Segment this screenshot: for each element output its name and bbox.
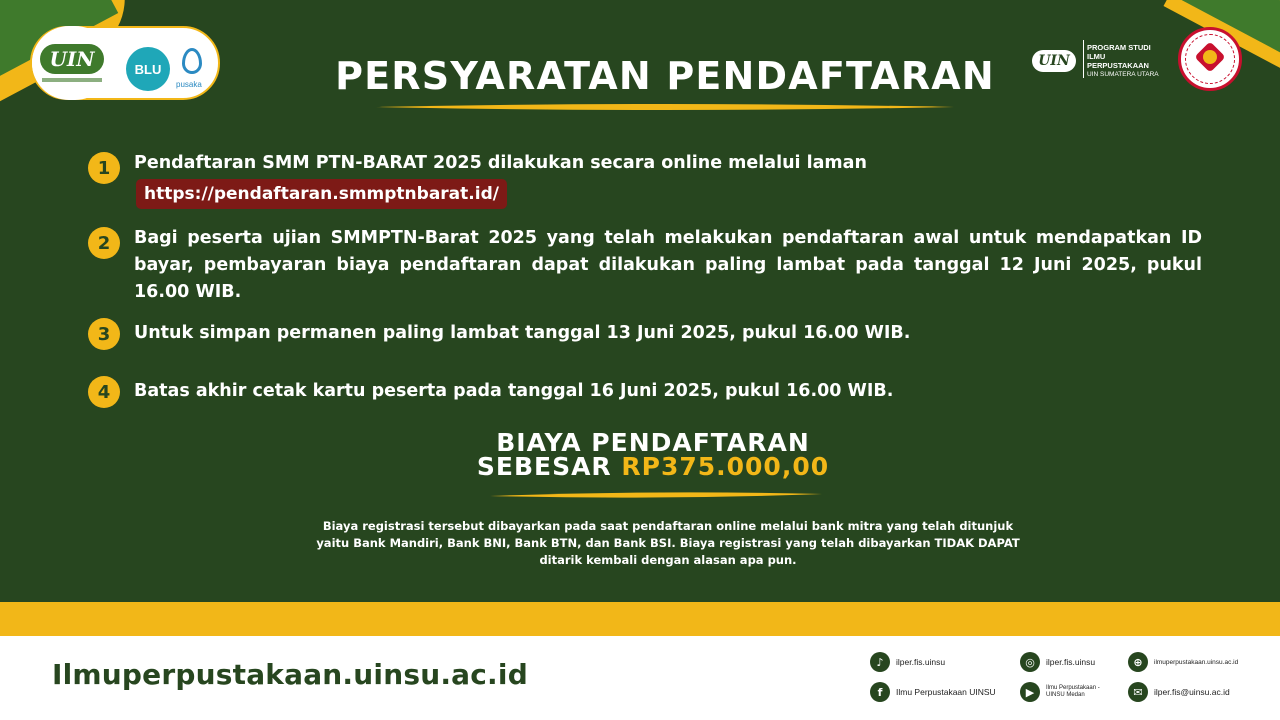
tiktok-icon: ♪ <box>870 652 890 672</box>
registration-url-link[interactable]: https://pendaftaran.smmptnbarat.id/ <box>136 179 507 209</box>
yellow-stripe <box>0 602 1280 636</box>
page-title: PERSYARATAN PENDAFTARAN <box>335 54 995 98</box>
prodi-line-4: UIN SUMATERA UTARA <box>1087 71 1159 78</box>
footer-website[interactable]: Ilmuperpustakaan.uinsu.ac.id <box>52 658 528 691</box>
social-label: ilper.fis.uinsu <box>896 657 946 667</box>
globe-icon: ⊕ <box>1128 652 1148 672</box>
social-label: Ilmu Perpustakaan - UINSU Medan <box>1046 685 1100 698</box>
social-label: ilper.fis@uinsu.ac.id <box>1154 687 1230 697</box>
social-tiktok[interactable] <box>870 652 945 672</box>
social-label: ilper.fis.uinsu <box>1046 657 1096 667</box>
title-underline <box>376 102 954 112</box>
social-website[interactable] <box>1128 652 1238 672</box>
prodi-line-3: PERPUSTAKAAN <box>1087 61 1149 70</box>
item-text: Untuk simpan permanen paling lambat tanggal 13 Juni 2025, pukul 16.00 WIB. <box>134 323 911 343</box>
social-instagram[interactable] <box>1020 652 1095 672</box>
social-facebook[interactable] <box>870 682 996 702</box>
fee-amount: RP375.000,00 <box>621 452 830 481</box>
youtube-icon: ▶ <box>1020 682 1040 702</box>
fee-heading: BIAYA PENDAFTARAN <box>496 428 810 457</box>
fee-amount-line <box>0 452 1280 481</box>
fee-prefix: SEBESAR <box>476 452 622 481</box>
social-youtube[interactable] <box>1020 682 1116 702</box>
blu-logo: BLU <box>126 47 170 91</box>
mail-icon: ✉ <box>1128 682 1148 702</box>
social-label: Ilmu Perpustakaan UINSU <box>896 687 996 697</box>
pusaka-logo-label: pusaka <box>176 80 202 89</box>
item-number: 4 <box>88 376 120 408</box>
item-number: 3 <box>88 318 120 350</box>
payment-note: Biaya registrasi tersebut dibayarkan pada saat pendaftaran online melalui bank mitra yang telah ditunjuk yaitu Bank Mandiri, Bank BNI, Bank BTN, dan Bank BSI. Biaya registrasi yang telah dibayarkan TIDAK DAPAT ditarik kembali dengan alasan apa pun. <box>316 519 1020 567</box>
item-text: Batas akhir cetak kartu peserta pada tanggal 16 Juni 2025, pukul 16.00 WIB. <box>134 381 894 401</box>
prodi-line-2: ILMU <box>1087 52 1106 61</box>
item-number: 2 <box>88 227 120 259</box>
social-label: ilmuperpustakaan.uinsu.ac.id <box>1154 658 1239 666</box>
prodi-logo-mark: UIN <box>1032 50 1076 72</box>
item-text: Bagi peserta ujian SMMPTN-Barat 2025 yang telah melakukan pendaftaran awal untuk mendapatkan ID bayar, pembayaran biaya pendaftaran dapat dilakukan paling lambat pada tanggal 12 Juni 2025, pukul 16.00 WIB. <box>134 228 1202 302</box>
social-email[interactable] <box>1128 682 1230 702</box>
facebook-icon: f <box>870 682 890 702</box>
fee-underline <box>490 490 822 500</box>
instagram-icon: ◎ <box>1020 652 1040 672</box>
prodi-line-1: PROGRAM STUDI <box>1087 43 1151 52</box>
item-text: Pendaftaran SMM PTN-BARAT 2025 dilakukan secara online melalui laman <box>134 153 867 173</box>
uin-logo-mark: UIN <box>40 44 104 74</box>
item-number: 1 <box>88 152 120 184</box>
footer <box>0 636 1280 720</box>
